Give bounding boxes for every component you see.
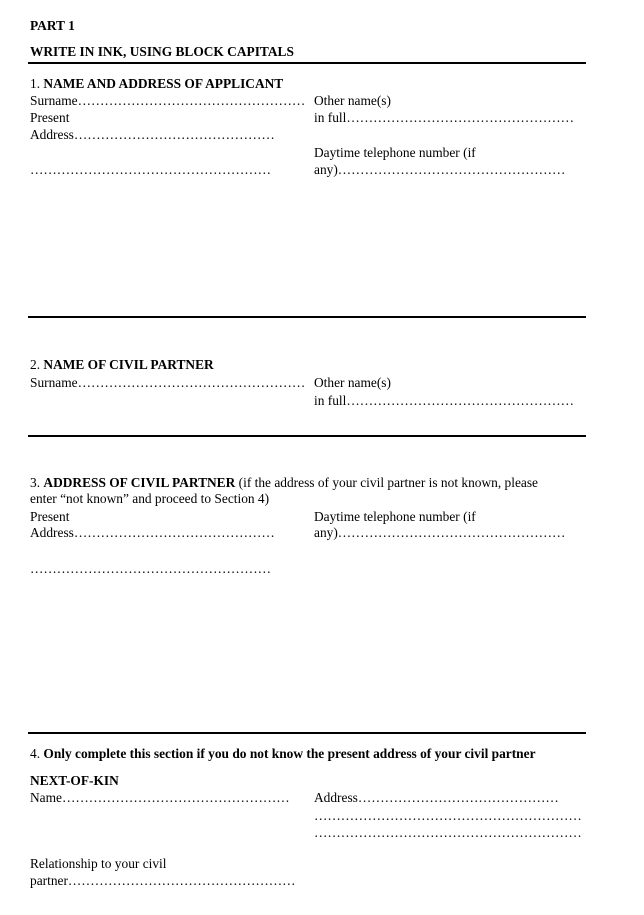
section-3-note: (if the address of your civil partner is not known, please — [238, 475, 538, 490]
telephone-field[interactable]: any)…………………………………………… — [314, 162, 566, 177]
relationship-label: Relationship to your civil — [30, 856, 167, 871]
section-1-number: 1. — [30, 76, 41, 91]
section-2-title: NAME OF CIVIL PARTNER — [43, 357, 214, 372]
partner-surname-field[interactable]: Surname…………………………………………… — [30, 375, 306, 390]
partner-telephone-label: Daytime telephone number (if — [314, 509, 476, 524]
address-field[interactable]: Address……………………………………… — [30, 127, 275, 142]
section-1-heading — [30, 76, 283, 92]
partner-address-field[interactable]: Address……………………………………… — [30, 525, 275, 540]
partner-other-names-label: Other name(s) — [314, 375, 391, 390]
kin-address-field[interactable]: Address……………………………………… — [314, 790, 559, 805]
divider — [28, 62, 586, 64]
other-names-label: Other name(s) — [314, 93, 391, 108]
section-4-title: Only complete this section if you do not know the present address of your civil partner — [43, 746, 536, 761]
next-of-kin-heading: NEXT-OF-KIN — [30, 773, 119, 788]
section-4-number: 4. — [30, 746, 41, 761]
other-names-field[interactable]: in full…………………………………………… — [314, 110, 574, 125]
divider — [28, 732, 586, 734]
kin-name-field[interactable]: Name…………………………………………… — [30, 790, 290, 805]
kin-address-line-3-field[interactable]: …………………………………………………… — [314, 825, 582, 840]
part-label: PART 1 — [30, 18, 75, 33]
section-2-heading — [30, 357, 214, 373]
section-3-heading — [30, 475, 538, 491]
kin-address-line-2-field[interactable]: …………………………………………………… — [314, 808, 582, 823]
present-label: Present — [30, 110, 70, 125]
divider — [28, 316, 586, 318]
address-line-2-field[interactable]: ……………………………………………… — [30, 162, 272, 177]
instruction-heading: WRITE IN INK, USING BLOCK CAPITALS — [30, 44, 294, 59]
partner-address-line-2-field[interactable]: ……………………………………………… — [30, 561, 272, 576]
section-2-number: 2. — [30, 357, 41, 372]
section-1-title: NAME AND ADDRESS OF APPLICANT — [43, 76, 284, 91]
relationship-field[interactable]: partner…………………………………………… — [30, 873, 296, 888]
partner-telephone-field[interactable]: any)…………………………………………… — [314, 525, 566, 540]
partner-present-label: Present — [30, 509, 70, 524]
partner-other-names-field[interactable]: in full…………………………………………… — [314, 393, 574, 408]
section-3-note-cont: enter “not known” and proceed to Section 4) — [30, 491, 270, 506]
section-4-heading — [30, 746, 536, 762]
telephone-label: Daytime telephone number (if — [314, 145, 476, 160]
surname-field[interactable]: Surname…………………………………………… — [30, 93, 306, 108]
section-3-title: ADDRESS OF CIVIL PARTNER — [43, 475, 236, 490]
section-3-number: 3. — [30, 475, 41, 490]
divider — [28, 435, 586, 437]
